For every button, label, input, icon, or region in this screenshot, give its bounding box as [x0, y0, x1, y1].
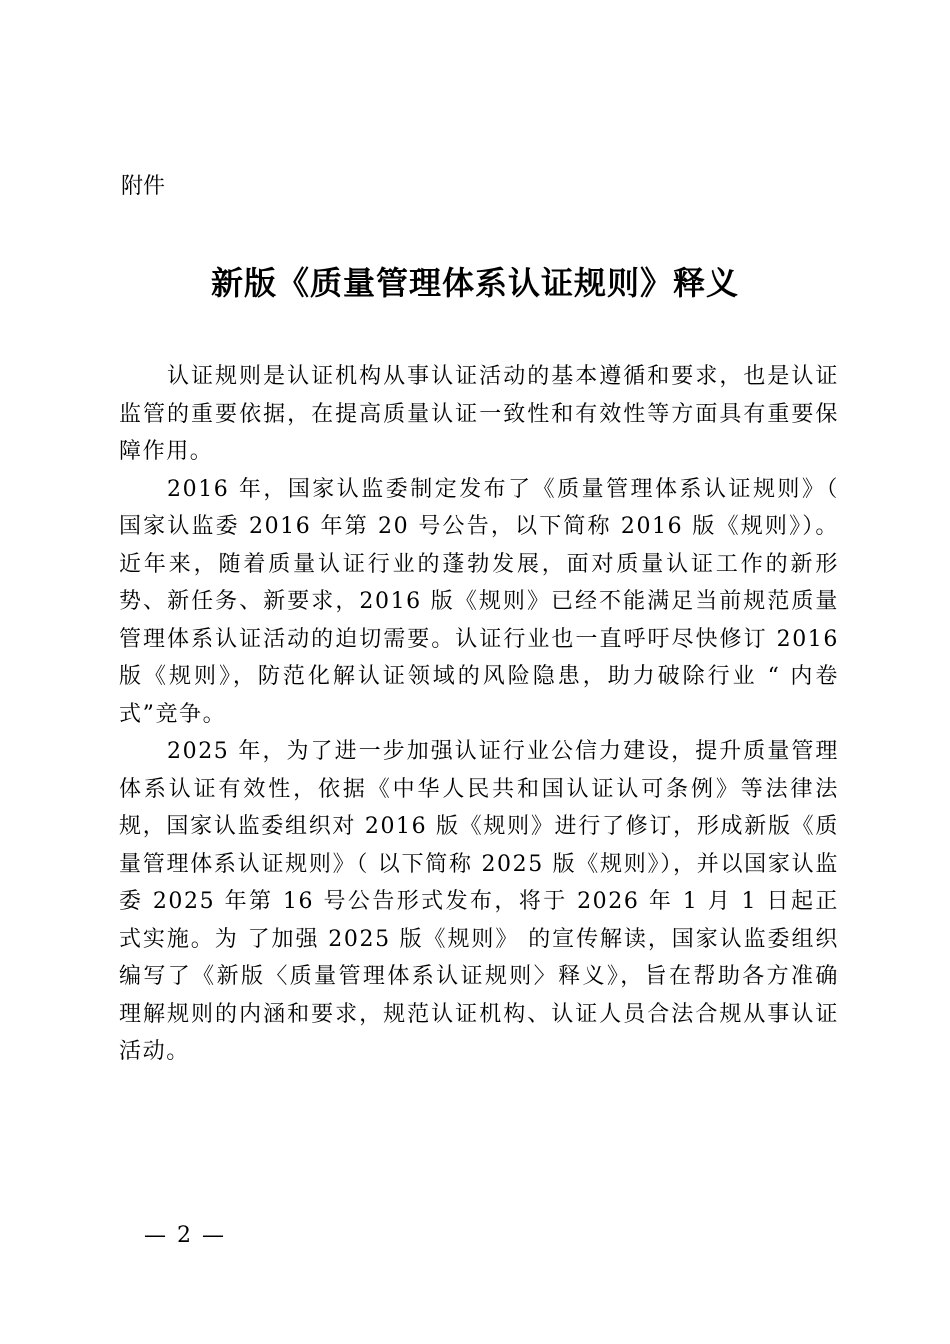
paragraph-intro: 认证规则是认证机构从事认证活动的基本遵循和要求，也是认证监管的重要依据，在提高质量认证一致性和有效性等方面具有重要保障作用。: [119, 364, 839, 464]
document-title: 新版《质量管理体系认证规则》释义: [210, 264, 739, 302]
document-body: [119, 358, 839, 1071]
paragraph-2025-revision: 2025 年，为了进一步加强认证行业公信力建设，提升质量管理体系认证有效性，依据《中华人民共和国认证认可条例》等法律法规，国家认监委组织对 2016 版《规则》进行了修订，形成新版《质量管理体系认证规则》（ 以下简称 2025 版《规则》），并以国家认监委 2025 年第 16 号公告形式发布，将于 2026 年 1 月 1 日起正式实施。为 了加强 2025 版《规则》 的宣传解读，国家认监委组织编写了《新版〈质量管理体系认证规则〉释义》，旨在帮助各方准确理解规则的内涵和要求，规范认证机构、认证人员合法合规从事认证活动。: [119, 739, 839, 1064]
paragraph-2016-background: 2016 年，国家认监委制定发布了《质量管理体系认证规则》（ 国家认监委 2016 年第 20 号公告，以下简称 2016 版《规则》）。近年来，随着质量认证行业的蓬勃发展，面对质量认证工作的新形势、新任务、新要求，2016 版《规则》已经不能满足当前规范质量管理体系认证活动的迫切需要。认证行业也一直呼吁尽快修订 2016 版《规则》，防范化解认证领域的风险隐患，助力破除行业 “ 内卷式”竞争。: [119, 476, 839, 727]
attachment-label: 附件: [121, 174, 166, 199]
page-number: — 2 —: [144, 1223, 226, 1248]
